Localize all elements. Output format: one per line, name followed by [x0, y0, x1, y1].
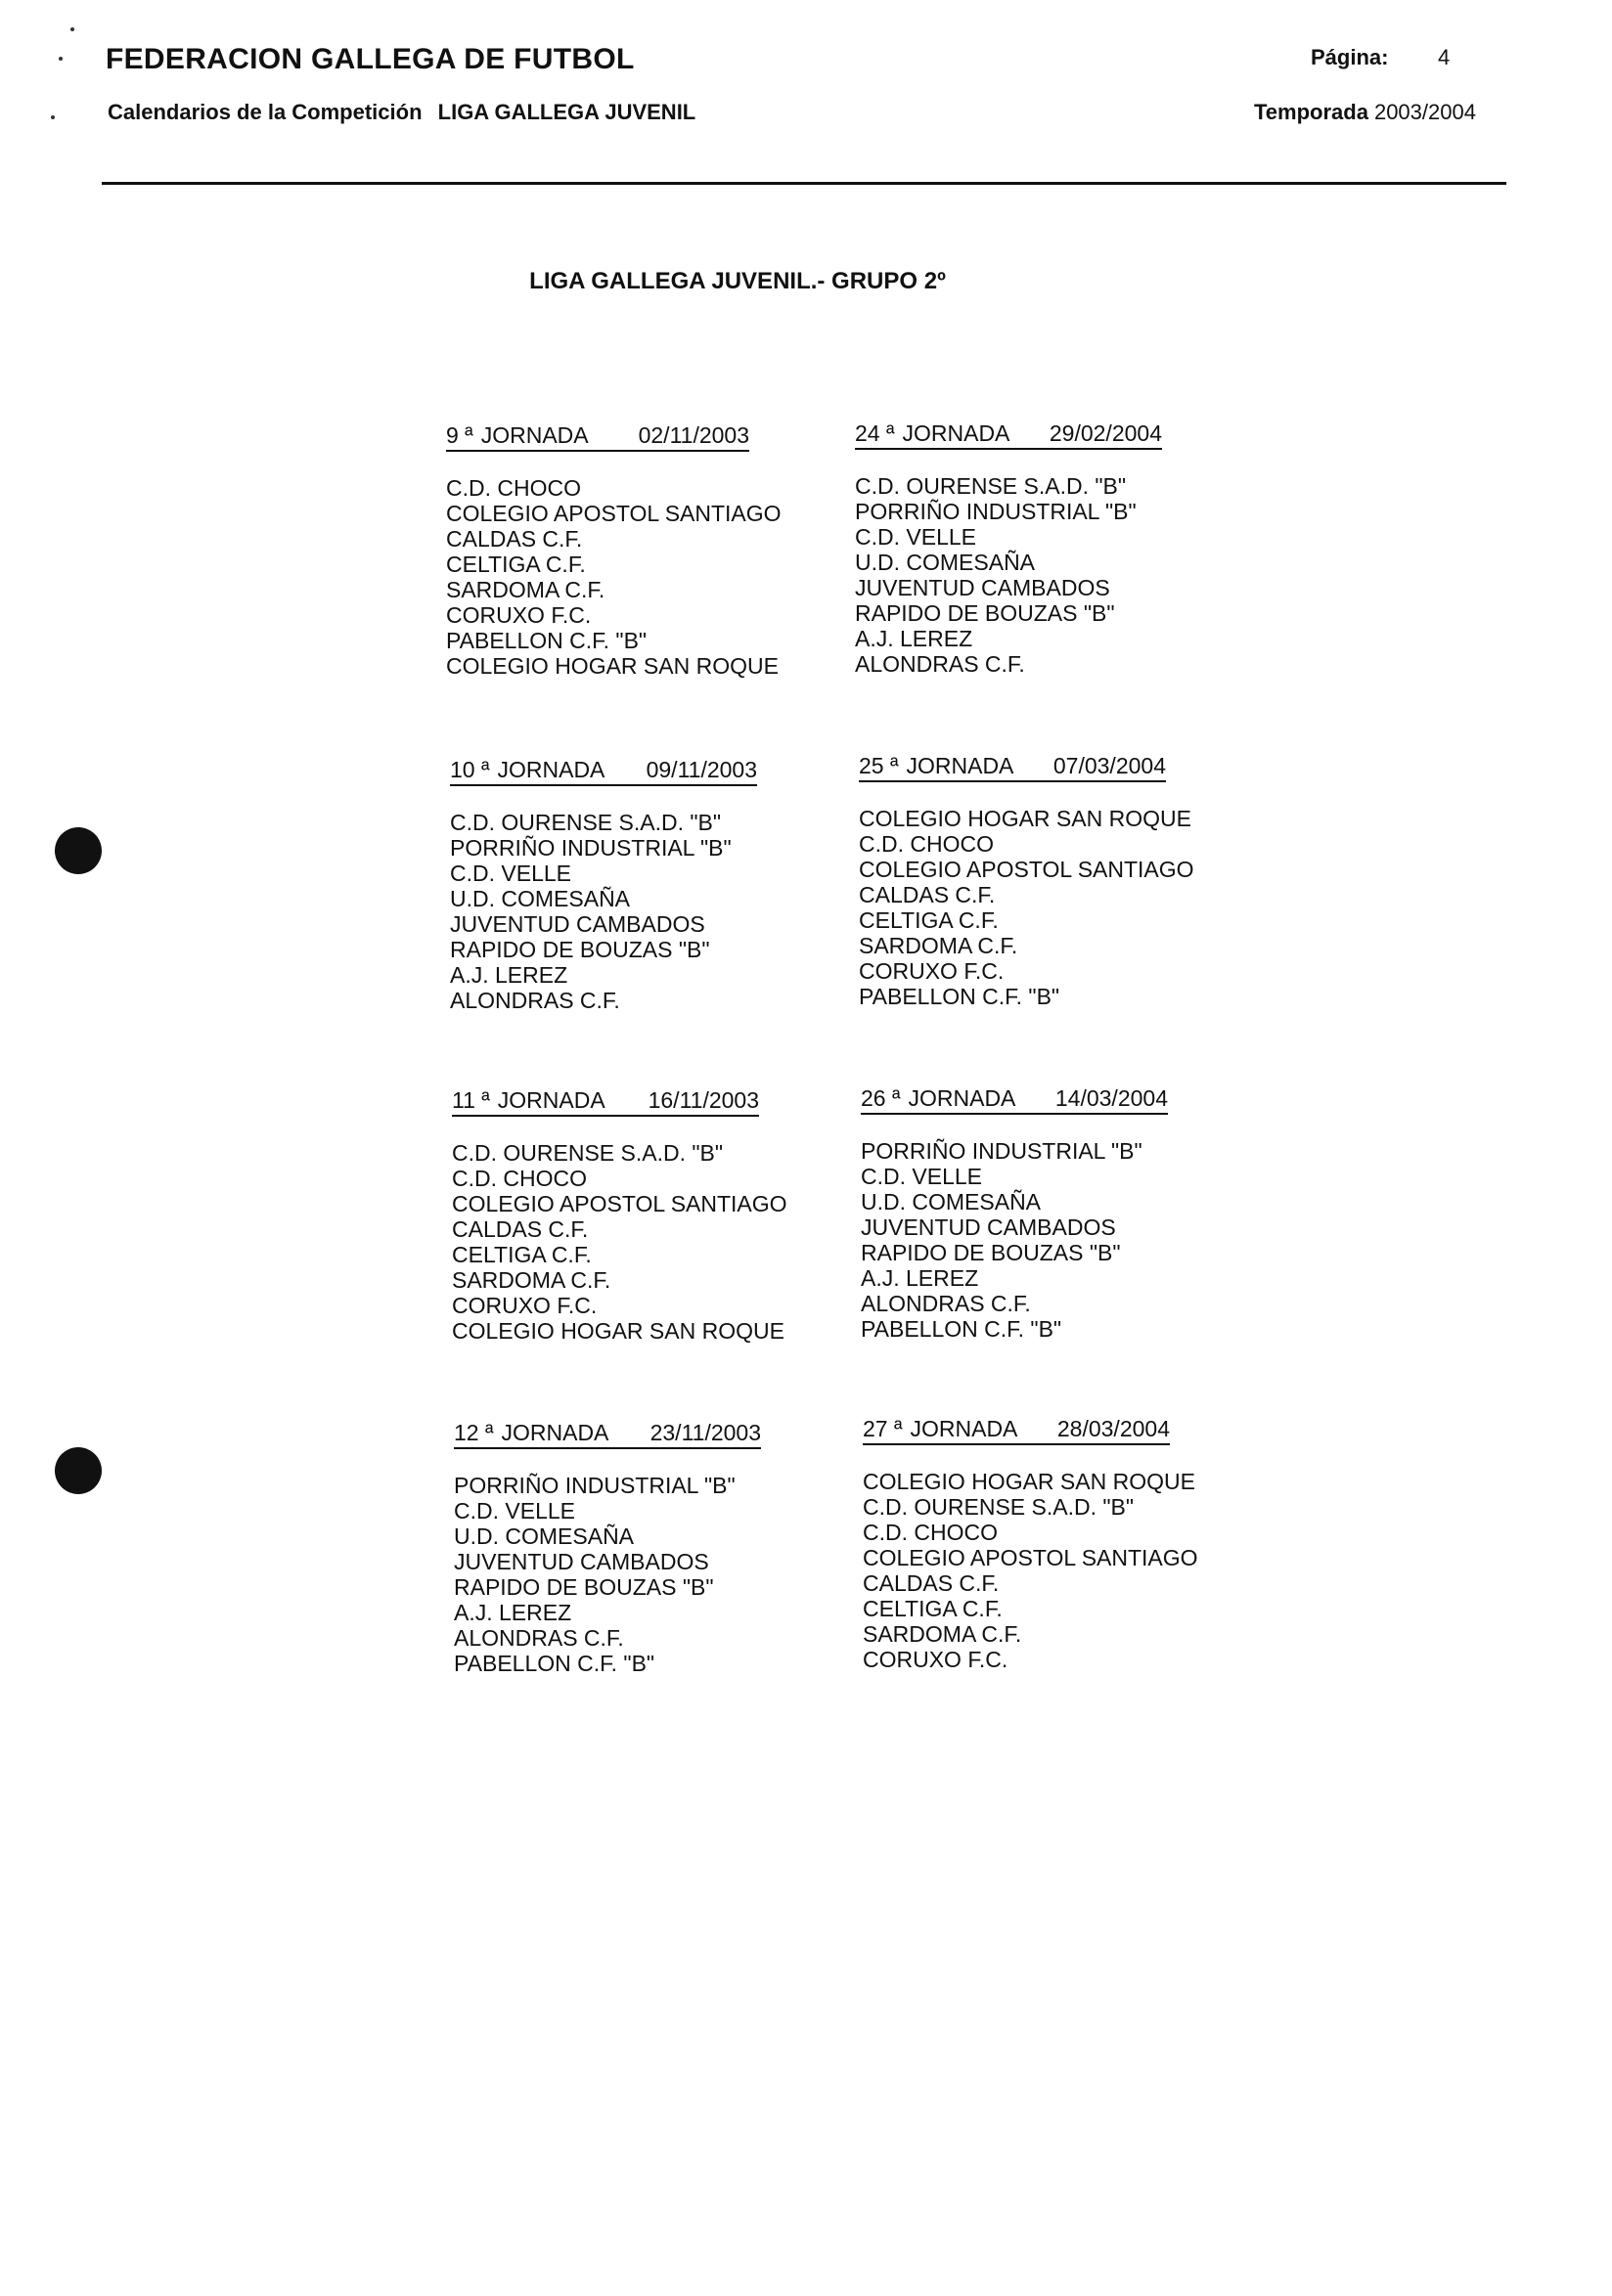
jornada-label: JORNADA — [497, 757, 605, 782]
team-name: CORUXO F.C. — [452, 1293, 598, 1318]
season-value: 2003/2004 — [1373, 100, 1476, 124]
jornada-header — [863, 1416, 1170, 1445]
team-name: CALDAS C.F. — [863, 1570, 1000, 1596]
team-name: RAPIDO DE BOUZAS "B" — [454, 1574, 714, 1600]
jornada-header — [859, 753, 1166, 782]
team-name: CALDAS C.F. — [452, 1216, 589, 1242]
page-label: Página: — [1311, 45, 1389, 69]
team-name: ALONDRAS C.F. — [450, 988, 620, 1013]
organization-title: FEDERACION GALLEGA DE FUTBOL — [106, 43, 635, 75]
team-name: CORUXO F.C. — [863, 1647, 1008, 1672]
team-list — [452, 1140, 787, 1344]
team-name: A.J. LEREZ — [861, 1265, 979, 1291]
team-name: ALONDRAS C.F. — [454, 1625, 624, 1651]
team-name: PABELLON C.F. "B" — [859, 984, 1060, 1009]
team-name: JUVENTUD CAMBADOS — [454, 1549, 709, 1574]
team-name: U.D. COMESAÑA — [454, 1523, 635, 1549]
team-name: C.D. OURENSE S.A.D. "B" — [855, 473, 1127, 499]
jornada-date: 29/02/2004 — [1049, 420, 1162, 446]
jornada-label: JORNADA — [906, 753, 1014, 778]
jornada-block — [855, 420, 1162, 677]
team-name: PORRIÑO INDUSTRIAL "B" — [454, 1473, 736, 1498]
team-name: C.D. OURENSE S.A.D. "B" — [452, 1140, 724, 1166]
team-name: C.D. CHOCO — [446, 475, 581, 501]
team-name: C.D. OURENSE S.A.D. "B" — [450, 810, 722, 835]
jornada-header — [861, 1085, 1168, 1115]
jornada-number: 11 ª — [452, 1087, 490, 1113]
jornada-label: JORNADA — [501, 1420, 609, 1445]
team-list — [859, 806, 1194, 1009]
scan-mark — [59, 57, 63, 61]
header-divider — [102, 182, 1506, 185]
team-name: CORUXO F.C. — [859, 958, 1005, 984]
team-name: CELTIGA C.F. — [446, 552, 586, 577]
team-name: COLEGIO HOGAR SAN ROQUE — [452, 1318, 784, 1344]
team-name: SARDOMA C.F. — [859, 933, 1018, 958]
team-name: COLEGIO APOSTOL SANTIAGO — [863, 1545, 1198, 1570]
jornada-number: 27 ª — [863, 1416, 903, 1441]
team-list — [863, 1469, 1198, 1672]
page-number: 4 — [1438, 45, 1451, 69]
jornada-label: JORNADA — [497, 1087, 605, 1113]
team-list — [855, 473, 1162, 677]
jornada-header — [446, 422, 749, 452]
team-name: JUVENTUD CAMBADOS — [450, 911, 705, 937]
jornada-date: 23/11/2003 — [649, 1420, 761, 1445]
team-name: RAPIDO DE BOUZAS "B" — [450, 937, 710, 962]
jornada-number: 24 ª — [855, 420, 895, 446]
jornada-block — [863, 1416, 1198, 1672]
punch-hole-lower — [55, 1447, 102, 1494]
team-name: COLEGIO APOSTOL SANTIAGO — [446, 501, 782, 526]
jornada-block — [859, 753, 1194, 1009]
team-name: COLEGIO APOSTOL SANTIAGO — [859, 857, 1194, 882]
team-name: A.J. LEREZ — [855, 626, 973, 651]
team-list — [446, 475, 782, 679]
scan-mark — [51, 115, 55, 119]
team-name: CELTIGA C.F. — [863, 1596, 1003, 1621]
team-name: PORRIÑO INDUSTRIAL "B" — [450, 835, 732, 861]
group-title-text: LIGA GALLEGA JUVENIL.- GRUPO 2º — [529, 268, 946, 294]
team-name: C.D. CHOCO — [859, 831, 994, 857]
jornada-header — [855, 420, 1162, 450]
jornada-date: 16/11/2003 — [648, 1087, 759, 1113]
team-name: C.D. OURENSE S.A.D. "B" — [863, 1494, 1135, 1520]
team-name: PABELLON C.F. "B" — [446, 628, 648, 653]
team-name: CALDAS C.F. — [446, 526, 583, 552]
team-name: PABELLON C.F. "B" — [861, 1316, 1062, 1342]
jornada-label: JORNADA — [480, 422, 589, 448]
competition-name: LIGA GALLEGA JUVENIL — [437, 100, 696, 124]
jornada-label: JORNADA — [902, 420, 1010, 446]
jornada-header — [450, 757, 757, 786]
team-name: CELTIGA C.F. — [452, 1242, 592, 1267]
jornada-block — [861, 1085, 1168, 1342]
page-indicator — [1311, 45, 1451, 70]
team-name: PORRIÑO INDUSTRIAL "B" — [855, 499, 1137, 524]
team-name: A.J. LEREZ — [454, 1600, 572, 1625]
team-name: C.D. VELLE — [861, 1164, 982, 1189]
jornada-date: 07/03/2004 — [1052, 753, 1166, 778]
team-name: SARDOMA C.F. — [452, 1267, 611, 1293]
jornada-number: 25 ª — [859, 753, 899, 778]
team-name: SARDOMA C.F. — [863, 1621, 1022, 1647]
team-name: C.D. VELLE — [450, 861, 571, 886]
team-name: C.D. CHOCO — [452, 1166, 587, 1191]
jornada-block — [452, 1087, 787, 1344]
jornada-number: 12 ª — [454, 1420, 494, 1445]
team-name: PABELLON C.F. "B" — [454, 1651, 655, 1676]
team-name: C.D. VELLE — [855, 524, 976, 550]
jornada-number: 26 ª — [861, 1085, 901, 1111]
document-subtitle — [108, 100, 695, 125]
jornada-label: JORNADA — [910, 1416, 1018, 1441]
jornada-block — [454, 1420, 761, 1676]
season-label: Temporada — [1254, 100, 1368, 124]
team-name: RAPIDO DE BOUZAS "B" — [861, 1240, 1121, 1265]
team-list — [450, 810, 757, 1013]
punch-hole-upper — [55, 827, 102, 874]
jornada-date: 28/03/2004 — [1056, 1416, 1170, 1441]
team-name: JUVENTUD CAMBADOS — [855, 575, 1110, 600]
team-name: COLEGIO HOGAR SAN ROQUE — [859, 806, 1191, 831]
jornada-block — [446, 422, 782, 679]
team-list — [454, 1473, 761, 1676]
team-name: COLEGIO HOGAR SAN ROQUE — [863, 1469, 1195, 1494]
team-name: RAPIDO DE BOUZAS "B" — [855, 600, 1115, 626]
jornada-date: 09/11/2003 — [646, 757, 757, 782]
team-name: U.D. COMESAÑA — [861, 1189, 1042, 1214]
team-name: JUVENTUD CAMBADOS — [861, 1214, 1116, 1240]
season-indicator — [1254, 100, 1476, 125]
jornada-label: JORNADA — [908, 1085, 1016, 1111]
team-name: U.D. COMESAÑA — [450, 886, 631, 911]
jornada-date: 14/03/2004 — [1054, 1085, 1168, 1111]
jornada-header — [454, 1420, 761, 1449]
team-name: CELTIGA C.F. — [859, 907, 999, 933]
jornada-header — [452, 1087, 759, 1117]
team-name: ALONDRAS C.F. — [861, 1291, 1031, 1316]
team-name: PORRIÑO INDUSTRIAL "B" — [861, 1138, 1142, 1164]
team-name: CORUXO F.C. — [446, 602, 592, 628]
team-name: A.J. LEREZ — [450, 962, 568, 988]
subtitle-text: Calendarios de la Competición — [108, 100, 423, 124]
team-name: SARDOMA C.F. — [446, 577, 605, 602]
jornada-date: 02/11/2003 — [638, 422, 749, 448]
team-name: ALONDRAS C.F. — [855, 651, 1025, 677]
team-name: C.D. VELLE — [454, 1498, 575, 1523]
team-name: COLEGIO HOGAR SAN ROQUE — [446, 653, 779, 679]
group-title — [0, 268, 1612, 295]
jornada-number: 9 ª — [446, 422, 473, 448]
team-name: U.D. COMESAÑA — [855, 550, 1036, 575]
team-name: C.D. CHOCO — [863, 1520, 998, 1545]
team-name: COLEGIO APOSTOL SANTIAGO — [452, 1191, 787, 1216]
jornada-block — [450, 757, 757, 1013]
jornada-number: 10 ª — [450, 757, 490, 782]
scan-mark — [70, 27, 74, 31]
team-name: CALDAS C.F. — [859, 882, 996, 907]
team-list — [861, 1138, 1168, 1342]
